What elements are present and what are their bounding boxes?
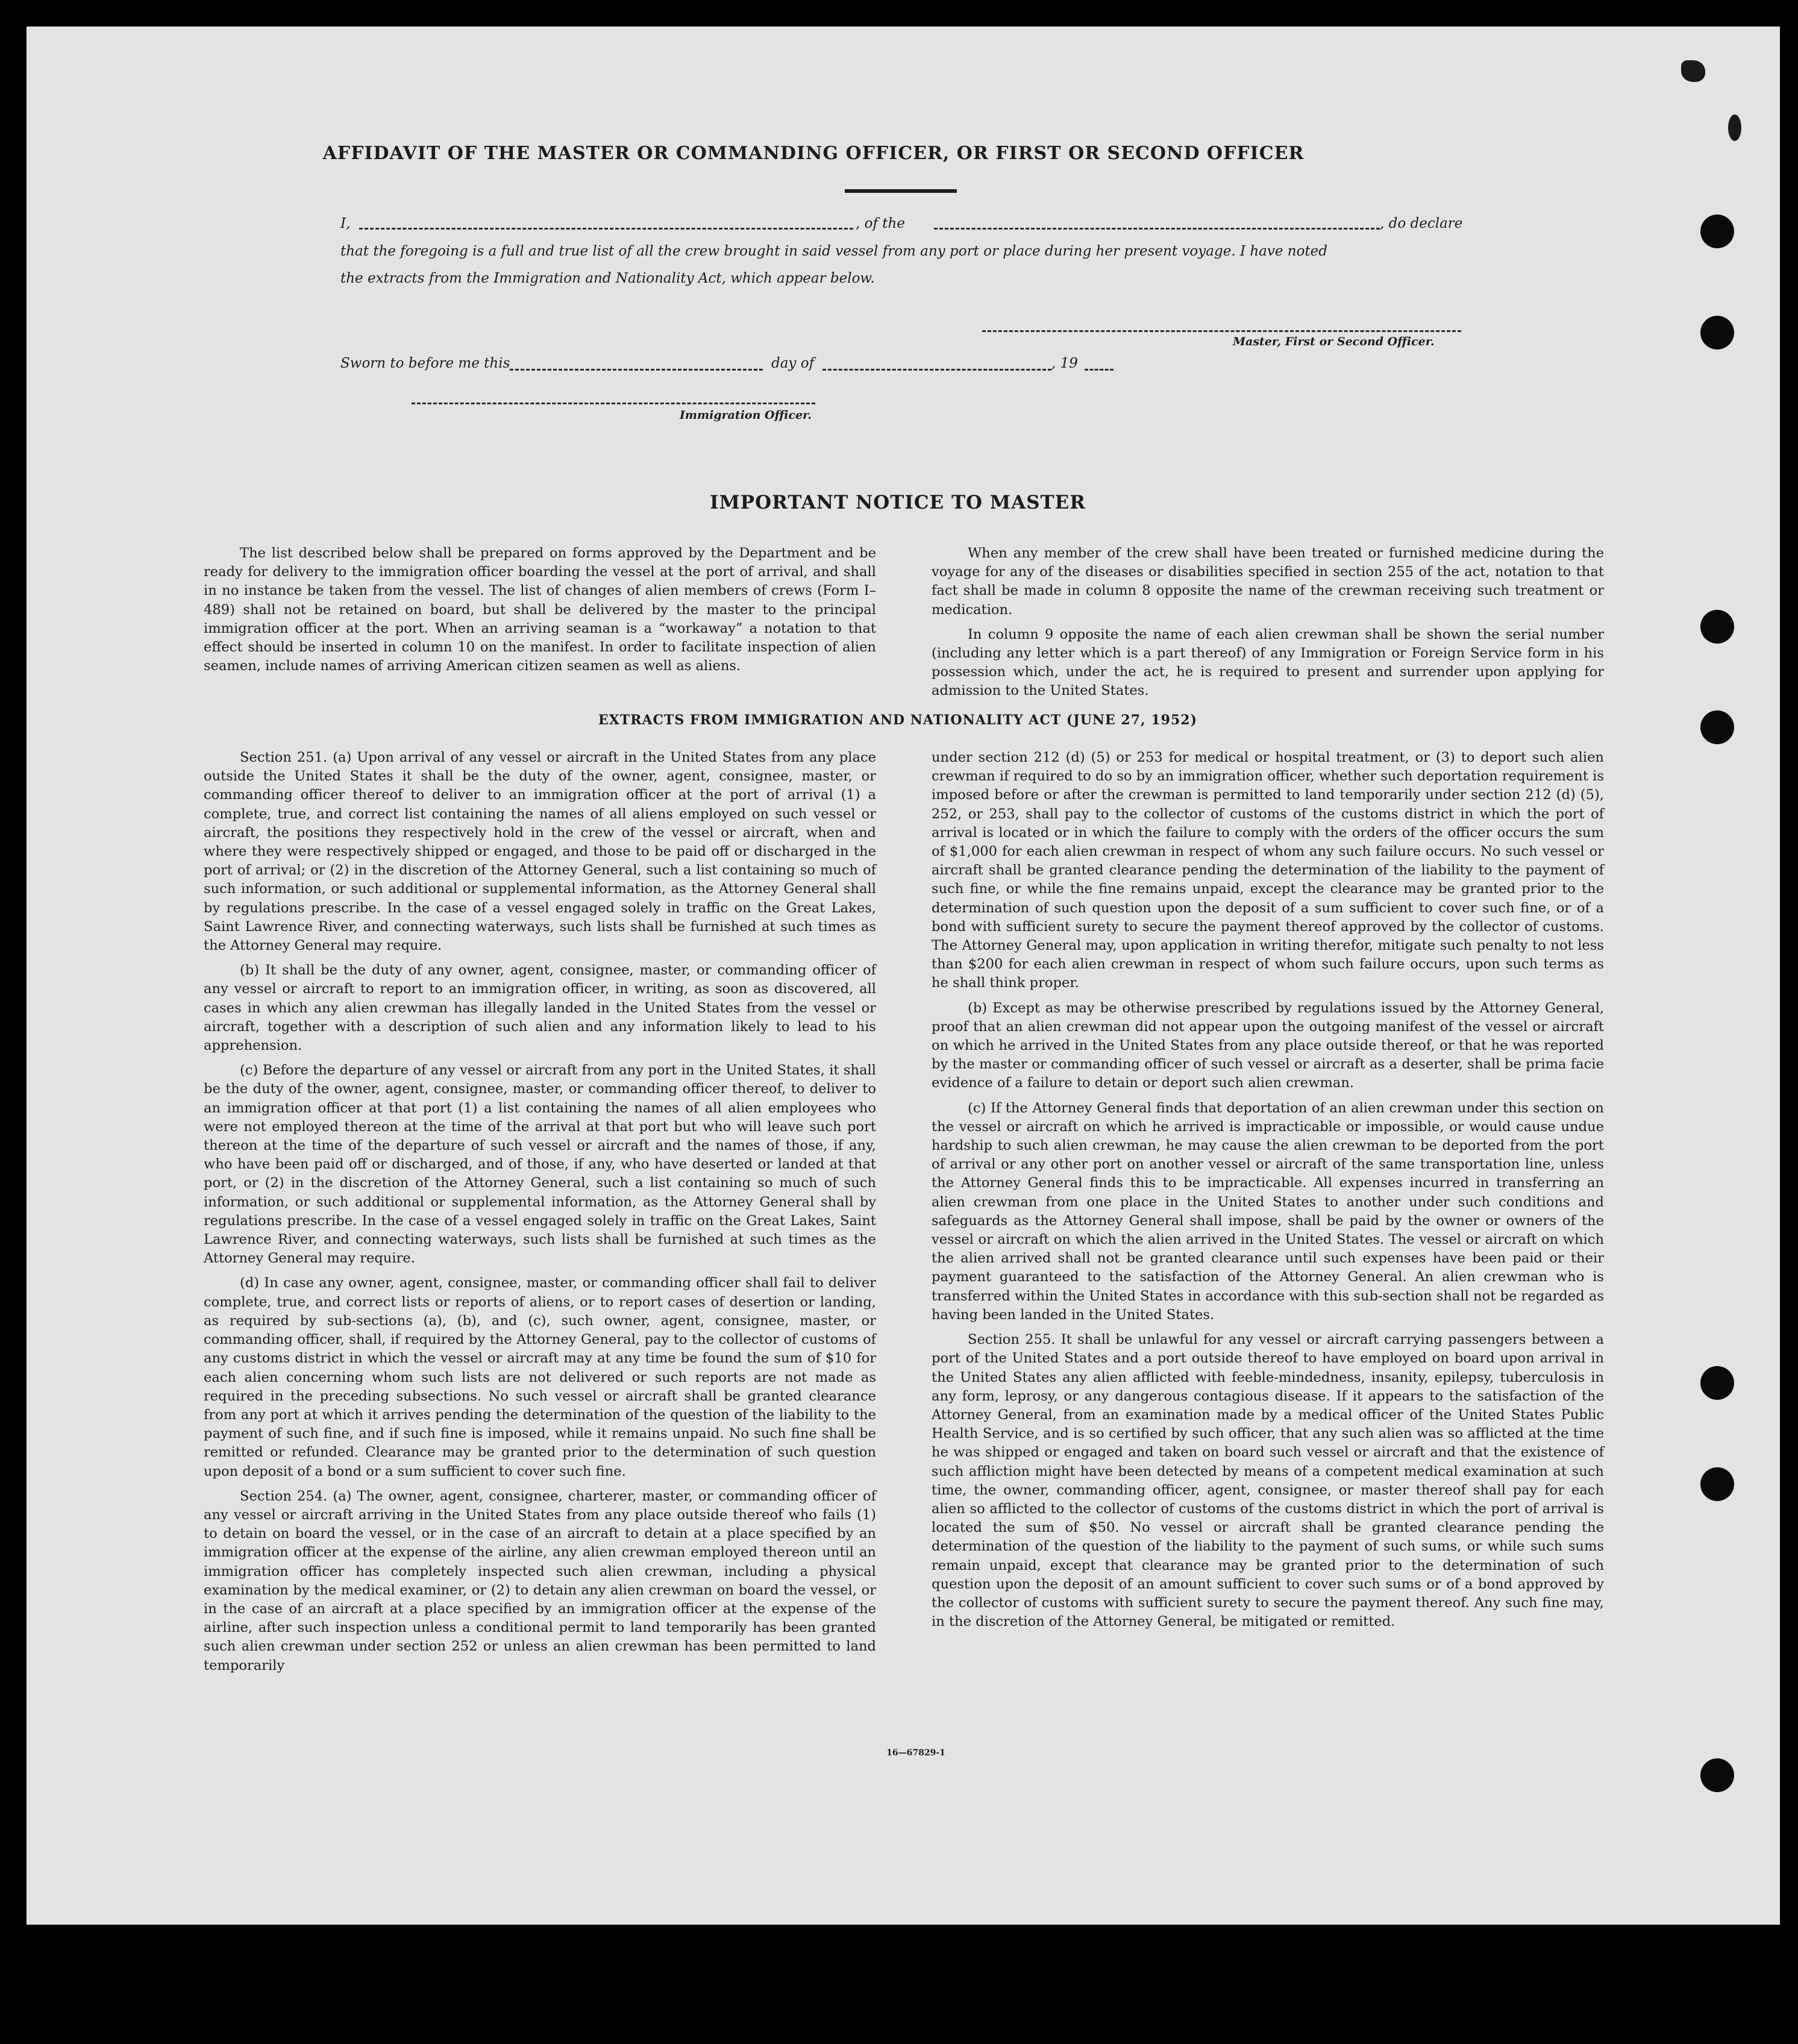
notice-right-column <box>932 544 1604 707</box>
day-blank[interactable] <box>510 369 763 371</box>
notice-paragraph: When any member of the crew shall have been treated or furnished medicine during the voyage for any of the diseases or disabilities specified in section 255 of the act, notation to that fact shall be made in column 8 opposite the name of the crewman receiving such treatment or medication. <box>932 545 1604 618</box>
officer-signature-blank[interactable] <box>412 403 815 404</box>
day-of-label: day of <box>771 356 815 371</box>
binder-hole <box>1700 215 1734 248</box>
signature-caption: Master, First or Second Officer. <box>1233 335 1435 348</box>
section-254-b: (b) Except as may be otherwise prescribed by regulations issued by the Attorney General, proof that an alien crewman did not appear upon the outgoing manifest of the vessel or aircraft on which he arrived in the United States from any place outside thereof, or that he was reported by the master or commanding officer of such vessel or aircraft as a deserter, shall be prima facie evidence of a failure to detain or deport such alien crewman. <box>932 1000 1604 1091</box>
binder-hole <box>1700 1467 1734 1501</box>
do-declare-label: , do declare <box>1380 216 1463 231</box>
section-254-a: Section 254. (a) The owner, agent, consignee, charterer, master, or commanding officer of any vessel or aircraft arriving in the United States from any place outside thereof who fails (1) to detain on board the vessel, or in the case of an aircraft to detain at a place specified by an immigration officer at the expense of the airline, any alien crewman employed thereon until an immigration officer has completely inspected such alien crewman, including a physical examination by the medical examiner, or (2) to detain any alien crewman on board the vessel, or in the case of an aircraft at a place specified by an immigration officer at the expense of the airline, after such inspection unless a conditional permit to land temporarily has been granted such alien crewman under section 252 or unless an alien crewman has been permitted to land temporarily <box>204 1488 876 1673</box>
notice-title: IMPORTANT NOTICE TO MASTER <box>709 492 1086 513</box>
paper-mark <box>1681 60 1705 82</box>
notice-paragraph: In column 9 opposite the name of each alien crewman shall be shown the serial number (including any letter which is a part thereof) of any Immigration or Foreign Service form in his possession which, under the act, he is required to present and surrender upon applying for admission to the United States. <box>932 626 1604 699</box>
notice-left-column <box>204 544 876 682</box>
binder-hole <box>1700 1758 1734 1792</box>
extracts-right-column <box>932 748 1604 1637</box>
section-254-a-continued: under section 212 (d) (5) or 253 for medical or hospital treatment, or (3) to deport such alien crewman if required to do so by an immigration officer, whether such deportation requirement is imposed before or after the crewman is permitted to land temporarily under section 212 (d) (5), 252, or 253, shall pay to the collector of customs of the customs district in which the port of arrival is located or in which the failure to comply with the orders of the officer occurs the sum of $1,000 for each alien crewman in respect of whom any such failure occurs. No such vessel or aircraft shall be granted clearance pending the determination of the liability to the payment of such fine, or while the fine remains unpaid, except the clearance may be granted prior to the determination of such question upon the deposit of a sum sufficient to cover such fine, or of a bond with sufficient surety to secure the payment thereof approved by the collector of customs. The Attorney General may, upon application in writing therefor, mitigate such penalty to not less than $200 for each alien crewman in respect of whom such failure occurs, upon such terms as he shall think proper. <box>932 750 1604 991</box>
of-the-label: , of the <box>856 216 905 231</box>
notice-paragraph: The list described below shall be prepared on forms approved by the Department and be ready for delivery to the immigration officer boarding the vessel at the port of arrival, and shall in no instance be taken from the vessel. The list of changes of alien members of crews (Form I–489) shall not be retained on board, but shall be delivered by the master to the principal immigration officer at the port. When an arriving seaman is a “workaway” a notation to that effect should be inserted in column 10 on the manifest. In order to facilitate inspection of alien seamen, include names of arriving American citizen seamen as well as aliens. <box>204 545 876 674</box>
year-blank[interactable] <box>1085 369 1114 371</box>
vessel-blank[interactable] <box>934 228 1380 230</box>
signature-blank[interactable] <box>982 330 1461 332</box>
binder-hole <box>1700 710 1734 744</box>
section-254-c: (c) If the Attorney General finds that deportation of an alien crewman under this section on the vessel or aircraft on which he arrived is impracticable or impossible, or would cause undue hardship to such alien crewman, he may cause the alien crewman to be deported from the port of arrival or any other port on another vessel or aircraft of the same transportation line, unless the Attorney General finds this to be impracticable. All expenses incurred in transferring an alien crewman from one place in the United States to another under such conditions and safeguards as the Attorney General shall impose, shall be paid by the owner or owners of the vessel or aircraft on which the alien arrived in the United States. The vessel or aircraft on which the alien arrived shall not be granted clearance until such expenses have been paid or their payment guaranteed to the satisfaction of the Attorney General. An alien crewman who is transferred within the United States in accordance with this sub-section shall not be regarded as having been landed in the United States. <box>932 1100 1604 1323</box>
affidavit-statement-line2: the extracts from the Immigration and Nationality Act, which appear below. <box>340 271 875 286</box>
month-blank[interactable] <box>822 369 1051 371</box>
binder-hole <box>1700 610 1734 644</box>
binder-hole <box>1700 1366 1734 1400</box>
i-label: I, <box>340 216 351 231</box>
section-251-c: (c) Before the departure of any vessel or aircraft from any port in the United States, it shall be the duty of the owner, agent, consignee, master, or commanding officer thereof, to deliver to an immigration officer at that port (1) a list containing the names of all alien employees who were not employed thereon at the time of the arrival at that port but who will leave such port thereon at the time of the departure of such vessel or aircraft and the names of those, if any, who have been paid off or discharged, and of those, if any, who have deserted or landed at that port, or (2) in the discretion of the Attorney General, such a list containing so much of such information, or such additional or supplemental information, as the Attorney General shall by regulations prescribe. In the case of a vessel engaged solely in traffic on the Great Lakes, Saint Lawrence River, and connecting waterways, such lists shall be furnished at such times as the Attorney General may require. <box>204 1062 876 1267</box>
sworn-label: Sworn to before me this <box>340 356 510 371</box>
affidavit-title: AFFIDAVIT OF THE MASTER OR COMMANDING OFFICER, OR FIRST OR SECOND OFFICER <box>322 143 1305 164</box>
name-blank[interactable] <box>359 228 853 230</box>
section-251-d: (d) In case any owner, agent, consignee, master, or commanding officer shall fail to deliver complete, true, and correct lists or reports of aliens, or to report cases of desertion or landing, as required by sub-sections (a), (b), and (c), such owner, agent, consignee, master, or commanding officer, shall, if required by the Attorney General, pay to the collector of customs of any customs district in which the vessel or aircraft may at any time be found the sum of $10 for each alien concerning whom such lists are not delivered or such reports are not made as required in the preceding subsections. No such vessel or aircraft shall be granted clearance from any port at which it arrives pending the determination of the question of the liability to the payment of such fine, and if such fine is imposed, while it remains unpaid. No such fine shall be remitted or refunded. Clearance may be granted prior to the determination of such question upon deposit of a bond or a sum sufficient to cover such fine. <box>204 1275 876 1479</box>
section-251-b: (b) It shall be the duty of any owner, agent, consignee, master, or commanding officer of any vessel or aircraft to report to an immigration officer, in writing, as soon as discovered, all cases in which any alien crewman has illegally landed in the United States from the vessel or aircraft, together with a description of such alien and any information likely to lead to his apprehension. <box>204 962 876 1054</box>
affidavit-statement-line1: that the foregoing is a full and true list of all the crew brought in said vessel from any port or place during her present voyage. I have noted <box>340 243 1328 259</box>
extracts-title: EXTRACTS FROM IMMIGRATION AND NATIONALITY ACT (JUNE 27, 1952) <box>598 712 1197 728</box>
binder-hole <box>1700 316 1734 350</box>
paper-mark <box>1728 114 1741 141</box>
form-number: 16—67829-1 <box>886 1748 945 1758</box>
extracts-left-column <box>204 748 876 1681</box>
officer-caption: Immigration Officer. <box>680 409 812 422</box>
year-label: , 19 <box>1051 356 1078 371</box>
section-255: Section 255. It shall be unlawful for any vessel or aircraft carrying passengers between a port of the United States and a port outside thereof to have employed on board upon arrival in the United States any alien afflicted with feeble-mindedness, insanity, epilepsy, tuberculosis in any form, leprosy, or any dangerous contagious disease. If it appears to the satisfaction of the Attorney General, from an examination made by a medical officer of the United States Public Health Service, and is so certified by such officer, that any such alien was so afflicted at the time he was shipped or engaged and taken on board such vessel or aircraft and that the existence of such affliction might have been detected by means of a competent medical examination at such time, the owner, commanding officer, agent, consignee, or master thereof shall pay for each alien so afflicted to the collector of customs of the customs district in which the port of arrival is located the sum of $50. No vessel or aircraft shall be granted clearance pending the determination of the question of the liability to the payment of such sums, or while such sums remain unpaid, except that clearance may be granted prior to the determination of such question upon the deposit of an amount sufficient to cover such sums or of a bond approved by the collector of customs with sufficient surety to secure the payment thereof. Any such fine may, in the discretion of the Attorney General, be mitigated or remitted. <box>932 1332 1604 1630</box>
section-251-a: Section 251. (a) Upon arrival of any vessel or aircraft in the United States from any place outside the United States it shall be the duty of the owner, agent, consignee, master, or commanding officer thereof to deliver to an immigration officer at the port of arrival (1) a complete, true, and correct list containing the names of all aliens employed on such vessel or aircraft, the positions they respectively hold in the crew of the vessel or aircraft, when and where they were respectively shipped or engaged, and those to be paid off or discharged in the port of arrival; or (2) in the discretion of the Attorney General, such a list containing so much of such information, or such additional or supplemental information, as the Attorney General shall by regulations prescribe. In the case of a vessel engaged solely in traffic on the Great Lakes, Saint Lawrence River, and connecting waterways, such lists shall be furnished at such times as the Attorney General may require. <box>204 750 876 954</box>
title-underline <box>845 189 957 193</box>
